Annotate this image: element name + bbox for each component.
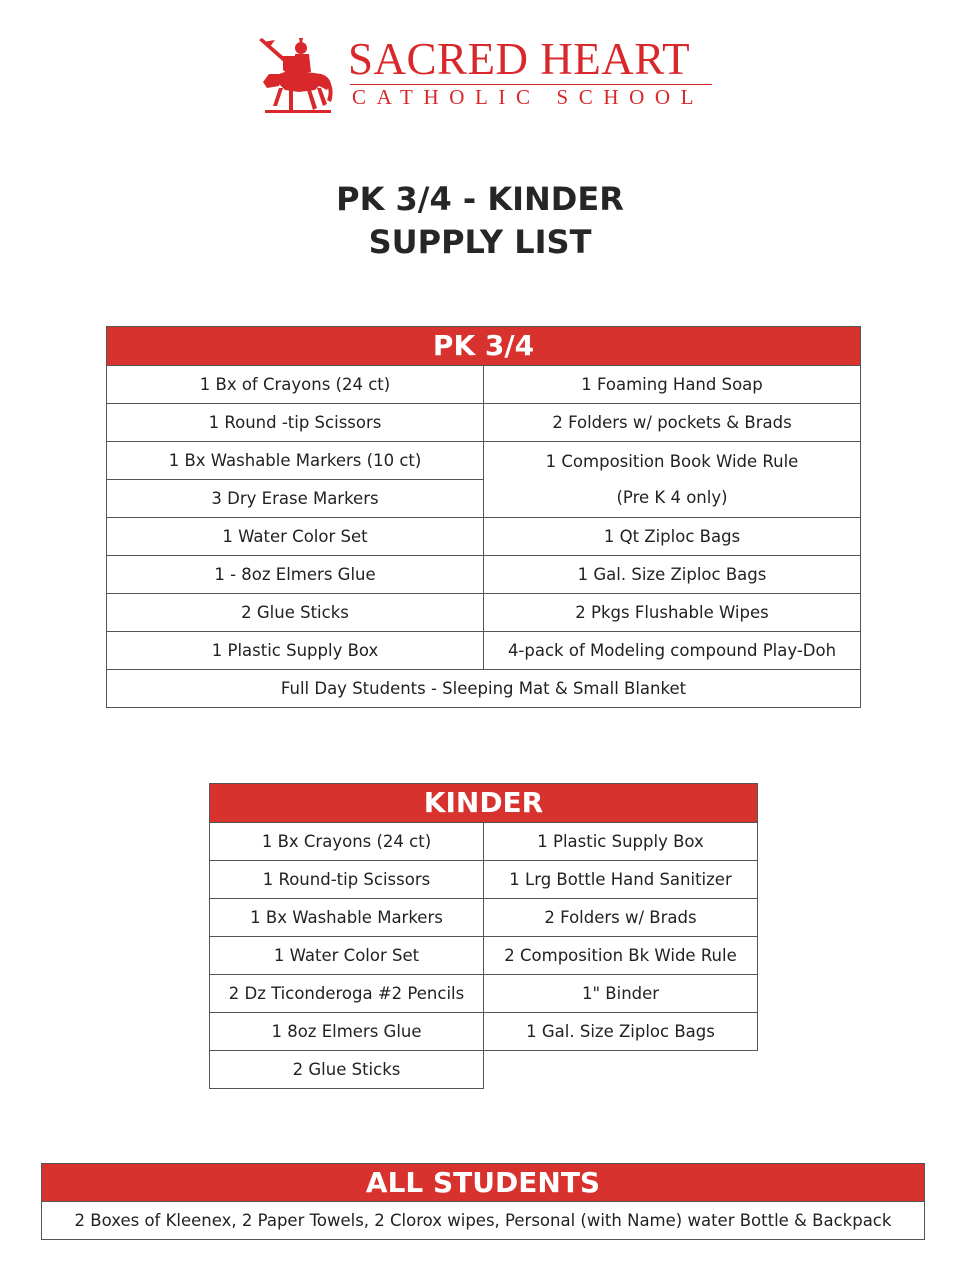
kinder-empty-cell [484, 1051, 758, 1089]
table-row [210, 823, 758, 861]
table-row [210, 1013, 758, 1051]
table-row [107, 366, 861, 404]
pk34-item: 1 Qt Ziploc Bags [484, 518, 861, 556]
pk34-footer-note: Full Day Students - Sleeping Mat & Small Blanket [107, 670, 861, 708]
kinder-item: 1 Lrg Bottle Hand Sanitizer [484, 861, 758, 899]
pk34-item: 2 Glue Sticks [107, 594, 484, 632]
table-row [107, 442, 861, 480]
table-row [210, 861, 758, 899]
pk34-item: 1 Composition Book Wide Rule [545, 451, 799, 471]
table-row [42, 1202, 925, 1240]
kinder-item: 2 Dz Ticonderoga #2 Pencils [210, 975, 484, 1013]
kinder-item: 2 Composition Bk Wide Rule [484, 937, 758, 975]
pk34-item: 1 Bx Washable Markers (10 ct) [107, 442, 484, 480]
pk34-item: 1 - 8oz Elmers Glue [107, 556, 484, 594]
pk34-item: 1 Plastic Supply Box [107, 632, 484, 670]
pk34-item: 3 Dry Erase Markers [107, 480, 484, 518]
kinder-item: 1 Gal. Size Ziploc Bags [484, 1013, 758, 1051]
pk34-item: 2 Pkgs Flushable Wipes [484, 594, 861, 632]
table-row [107, 594, 861, 632]
kinder-heading: KINDER [210, 784, 758, 823]
kinder-item: 1 Water Color Set [210, 937, 484, 975]
table-row [107, 556, 861, 594]
pk34-item: 1 Bx of Crayons (24 ct) [107, 366, 484, 404]
table-row [210, 899, 758, 937]
all-students-item: 2 Boxes of Kleenex, 2 Paper Towels, 2 Clorox wipes, Personal (with Name) water Bottle & Backpack [42, 1202, 925, 1240]
table-row [210, 1051, 758, 1089]
kinder-item: 1 Plastic Supply Box [484, 823, 758, 861]
table-row [210, 937, 758, 975]
table-row [107, 670, 861, 708]
page-title-line-1: PK 3/4 - KINDER [336, 180, 624, 218]
pk34-item: 1 Gal. Size Ziploc Bags [484, 556, 861, 594]
table-row [107, 404, 861, 442]
pk34-supply-table [106, 326, 861, 708]
kinder-item: 1 Round-tip Scissors [210, 861, 484, 899]
pk34-item: 4-pack of Modeling compound Play-Doh [484, 632, 861, 670]
pk34-item: 1 Foaming Hand Soap [484, 366, 861, 404]
pk34-item: 1 Water Color Set [107, 518, 484, 556]
pk34-item: 1 Round -tip Scissors [107, 404, 484, 442]
school-logo [255, 34, 715, 114]
table-row [107, 518, 861, 556]
kinder-item: 1 Bx Washable Markers [210, 899, 484, 937]
pk34-composition-book-cell [484, 442, 861, 518]
table-row [107, 632, 861, 670]
table-row [210, 975, 758, 1013]
kinder-item: 2 Glue Sticks [210, 1051, 484, 1089]
kinder-item: 1" Binder [484, 975, 758, 1013]
kinder-item: 2 Folders w/ Brads [484, 899, 758, 937]
pk34-item: 2 Folders w/ pockets & Brads [484, 404, 861, 442]
school-name: SACRED HEART [348, 34, 691, 84]
page-title-line-2: SUPPLY LIST [368, 223, 592, 261]
all-students-supply-table [41, 1163, 925, 1240]
pk34-item-note: (Pre K 4 only) [616, 487, 728, 507]
kinder-item: 1 Bx Crayons (24 ct) [210, 823, 484, 861]
all-students-heading: ALL STUDENTS [42, 1164, 925, 1202]
kinder-supply-table [209, 783, 758, 1089]
pk34-heading: PK 3/4 [107, 327, 861, 366]
knight-on-horse-icon [255, 34, 335, 114]
kinder-item: 1 8oz Elmers Glue [210, 1013, 484, 1051]
school-subtitle: CATHOLIC SCHOOL [352, 85, 705, 109]
